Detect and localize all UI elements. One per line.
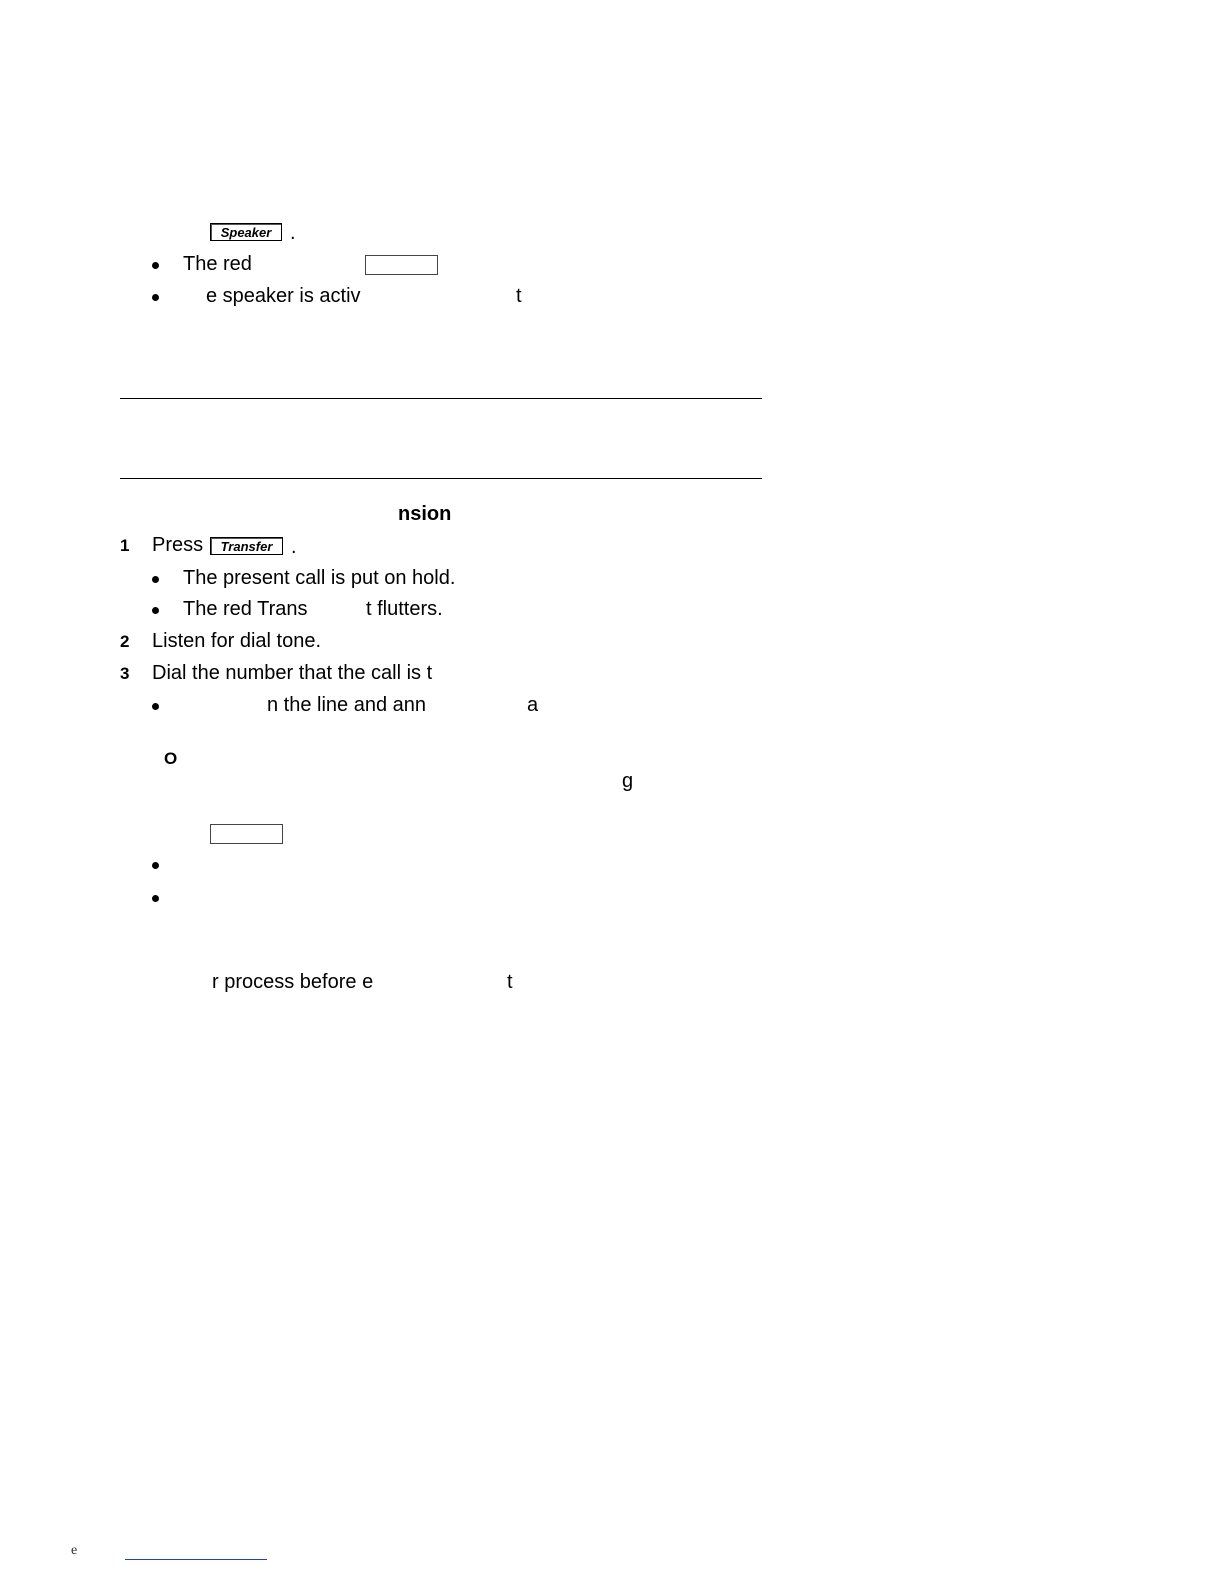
- step-number: 2: [120, 632, 130, 651]
- section-rule-top: [120, 398, 762, 399]
- bullet-dot: [152, 294, 159, 301]
- speaker-period: .: [290, 222, 296, 244]
- bullet-dot: [152, 607, 159, 614]
- bullet-dot: [152, 262, 159, 269]
- bullet-dot: [152, 576, 159, 583]
- blank-key[interactable]: [210, 824, 283, 844]
- option-g-fragment: g: [622, 770, 634, 792]
- step-1-bullet-2-a: The red Trans: [183, 598, 308, 620]
- bullet-dot: [152, 703, 159, 710]
- top-bullet-2-text-b: t: [516, 285, 522, 307]
- step-3-bullet-a: n the line and ann: [267, 694, 427, 716]
- final-line-a: r process before e: [212, 971, 374, 993]
- footer-link-underline[interactable]: [125, 1559, 267, 1560]
- option-letter: O: [164, 749, 178, 768]
- speaker-key[interactable]: Speaker: [210, 223, 282, 241]
- step-3-bullet-b: a: [527, 694, 539, 716]
- footer-letter: e: [71, 1543, 78, 1558]
- transfer-period: .: [291, 536, 297, 558]
- blank-key[interactable]: [365, 255, 438, 275]
- step-number: 1: [120, 536, 130, 555]
- top-bullet-2-text-a: e speaker is activ: [206, 285, 361, 307]
- step-2-text: Listen for dial tone.: [152, 630, 321, 652]
- step-1-bullet-2-b: t flutters.: [366, 598, 443, 620]
- step-1-bullet-1: The present call is put on hold.: [183, 567, 456, 589]
- bullet-dot: [152, 862, 159, 869]
- step-1-text: Press: [152, 534, 204, 556]
- section-heading: nsion: [398, 503, 452, 525]
- section-rule-bottom: [120, 478, 762, 479]
- step-number: 3: [120, 664, 130, 683]
- final-line-b: t: [507, 971, 513, 993]
- top-bullet-1-text: The red: [183, 253, 252, 275]
- step-3-text: Dial the number that the call is t: [152, 662, 433, 684]
- transfer-key[interactable]: Transfer: [210, 537, 283, 555]
- bullet-dot: [152, 895, 159, 902]
